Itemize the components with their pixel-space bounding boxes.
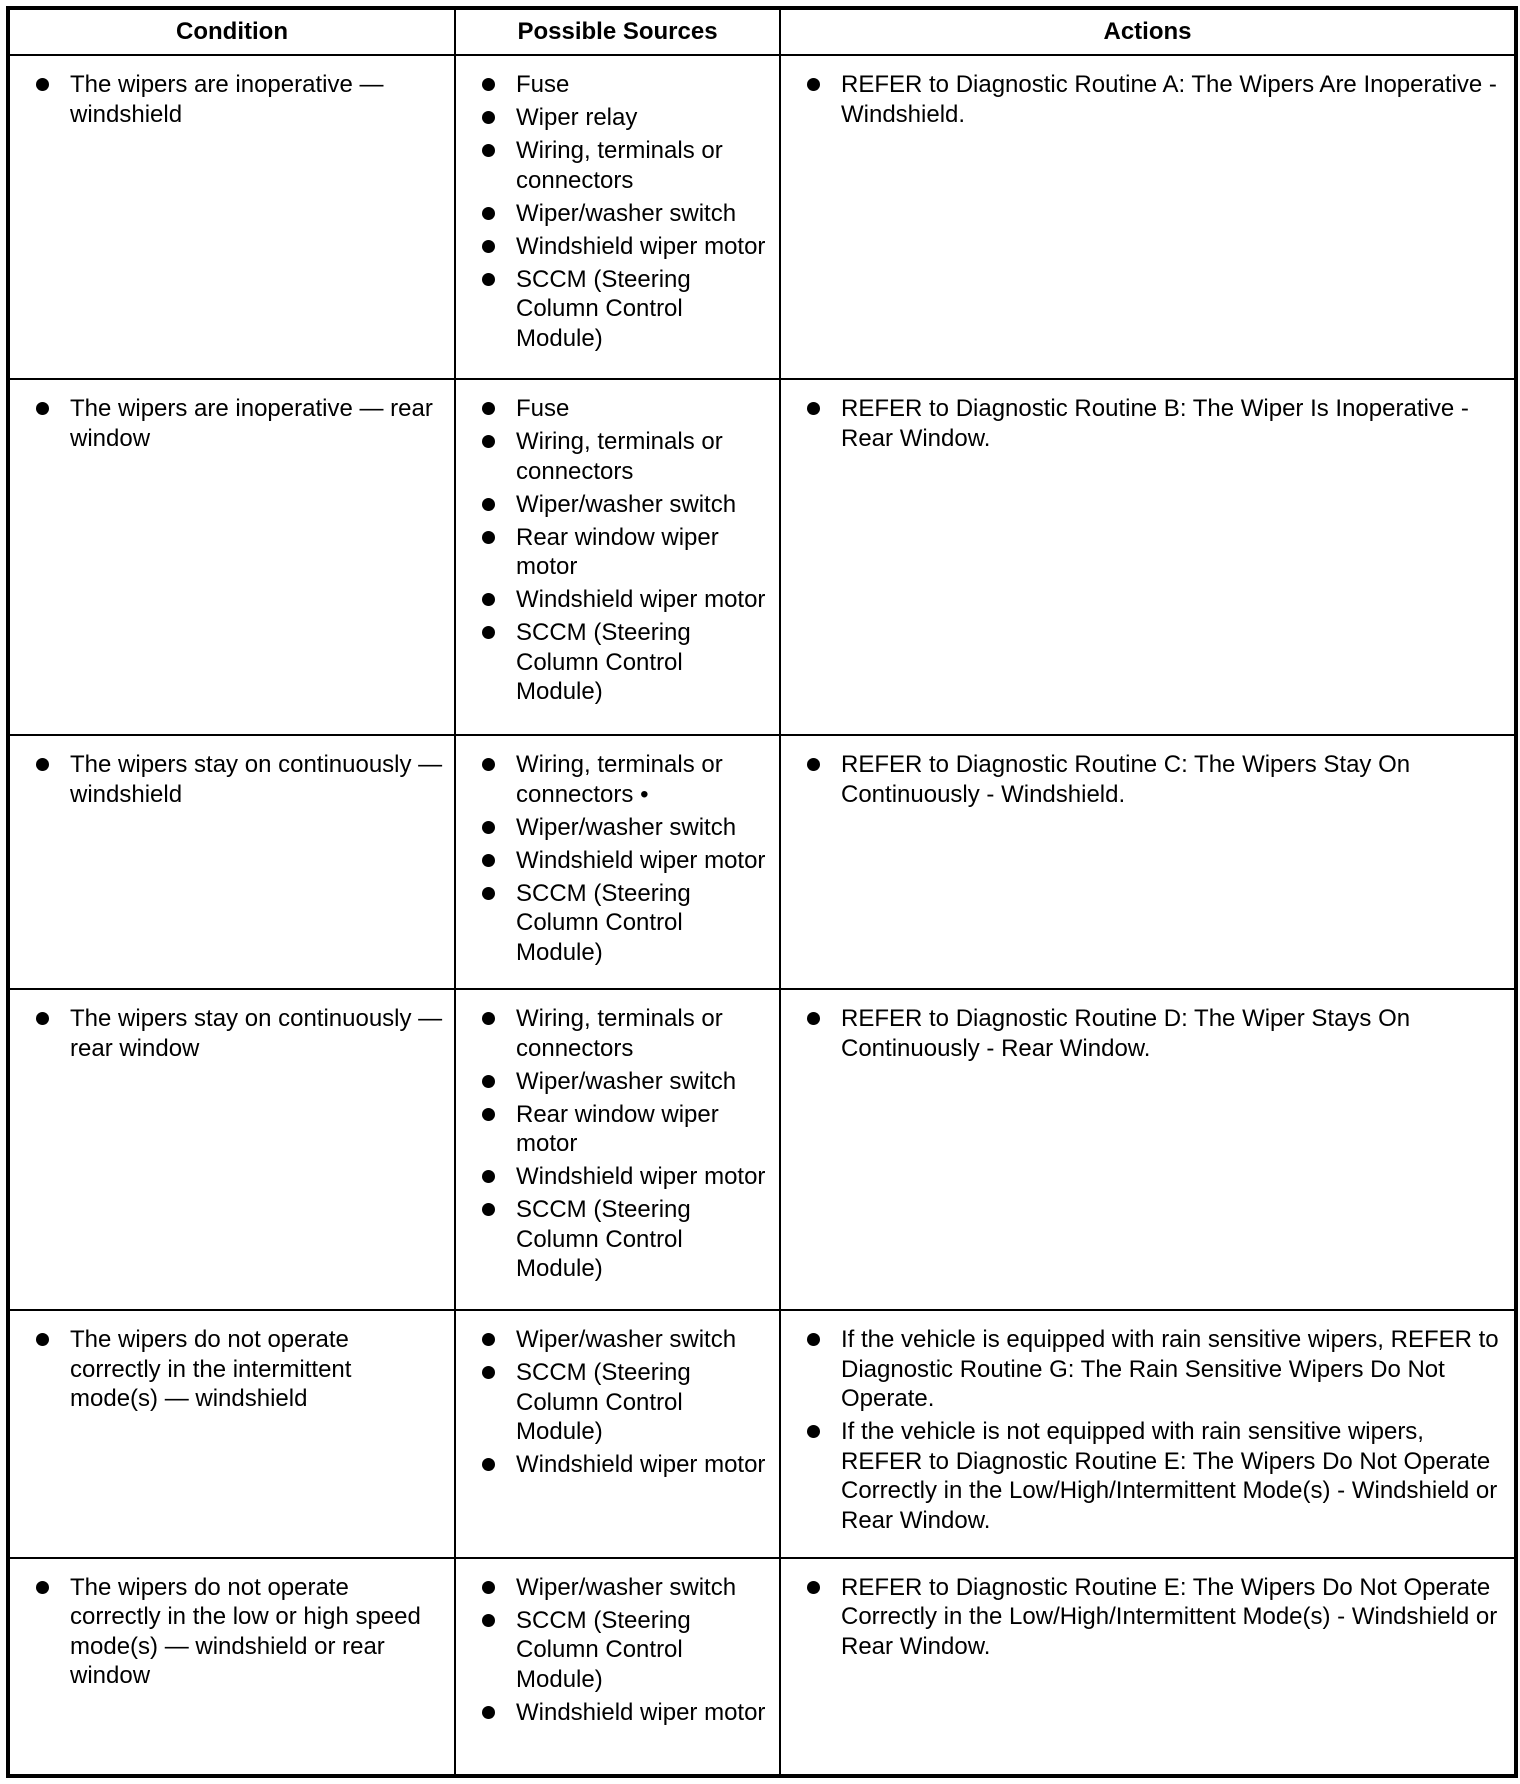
bullet-icon [482,144,495,157]
sources-cell [455,989,780,1310]
condition-cell [8,1558,455,1776]
condition-text: The wipers stay on continuously — windshield [70,751,443,808]
list-item [807,1417,1506,1535]
bullet-icon [482,531,495,544]
condition-cell [8,55,455,379]
list-item [482,618,771,707]
bullet-icon [36,758,49,771]
bullet-icon [482,1458,495,1471]
bullet-icon [807,1581,820,1594]
sources-cell [455,1558,780,1776]
source-text: SCCM (Steering Column Control Module) [516,1606,691,1693]
condition-list [36,1573,446,1691]
list-item [807,1573,1506,1662]
header-condition: Condition [8,8,455,55]
bullet-icon [36,1012,49,1025]
bullet-icon [482,593,495,606]
condition-cell [8,989,455,1310]
list-item [482,523,771,582]
source-text: Wiring, terminals or connectors • [516,751,723,808]
actions-list [807,1573,1506,1662]
condition-text: The wipers are inoperative — windshield [70,71,384,128]
source-text: Fuse [516,71,570,98]
source-text: SCCM (Steering Column Control Module) [516,265,691,352]
list-item [482,1606,771,1695]
list-item [482,585,771,615]
bullet-icon [482,1333,495,1346]
bullet-icon [482,402,495,415]
bullet-icon [807,1425,820,1438]
list-item [482,490,771,520]
actions-list [807,70,1506,129]
bullet-icon [482,207,495,220]
list-item [482,394,771,424]
symptom-chart-page [6,6,1514,1778]
list-item [36,1573,446,1691]
table-row [8,1310,1516,1558]
condition-cell [8,1310,455,1558]
sources-list [482,1004,771,1284]
header-possible-sources: Possible Sources [455,8,780,55]
action-text: REFER to Diagnostic Routine B: The Wiper Is Inoperative - Rear Window. [841,395,1469,452]
bullet-icon [482,1203,495,1216]
list-item [482,1573,771,1603]
bullet-icon [482,111,495,124]
list-item [807,70,1506,129]
source-text: SCCM (Steering Column Control Module) [516,1196,691,1283]
list-item [482,1325,771,1355]
sources-list [482,1573,771,1728]
source-text: Wiper/washer switch [516,490,737,518]
action-text: If the vehicle is equipped with rain sensitive wipers, REFER to Diagnostic Routine G: The Rain Sensitive Wipers Do Not Operate. [841,1326,1499,1413]
bullet-icon [482,1614,495,1627]
list-item [807,394,1506,453]
bullet-icon [482,1170,495,1183]
list-item [482,750,771,809]
list-item [482,813,771,843]
source-text: Rear window wiper motor [516,1100,719,1158]
bullet-icon [807,402,820,415]
source-text: Wiper/washer switch [516,1067,737,1095]
list-item [807,1325,1506,1414]
list-item [482,1100,771,1159]
list-item [482,1067,771,1097]
actions-list [807,1004,1506,1063]
bullet-icon [482,240,495,253]
action-text: REFER to Diagnostic Routine E: The Wipers Do Not Operate Correctly in the Low/High/Intermittent Mode(s) - Windshield or Rear Window. [841,1573,1498,1660]
sources-cell [455,1310,780,1558]
bullet-icon [807,758,820,771]
actions-list [807,750,1506,809]
actions-list [807,394,1506,453]
bullet-icon [482,435,495,448]
bullet-icon [482,273,495,286]
source-text: Wiring, terminals or connectors [516,1005,723,1062]
source-text: Windshield wiper motor [516,1698,766,1726]
list-item [36,394,446,453]
bullet-icon [482,1012,495,1025]
bullet-icon [482,854,495,867]
actions-cell [780,1310,1516,1558]
condition-list [36,1004,446,1063]
table-row [8,1558,1516,1776]
source-text: Wiring, terminals or connectors [516,428,723,485]
source-text: Rear window wiper motor [516,523,719,581]
header-actions: Actions [780,8,1516,55]
condition-list [36,70,446,129]
list-item [807,750,1506,809]
condition-text: The wipers do not operate correctly in the low or high speed mode(s) — windshield or rear window [70,1573,421,1690]
source-text: SCCM (Steering Column Control Module) [516,619,691,706]
condition-cell [8,735,455,989]
actions-cell [780,989,1516,1310]
list-item [482,1358,771,1447]
action-text: REFER to Diagnostic Routine D: The Wiper Stays On Continuously - Rear Window. [841,1005,1411,1062]
bullet-icon [482,78,495,91]
table-row [8,735,1516,989]
source-text: Windshield wiper motor [516,846,766,874]
bullet-icon [482,498,495,511]
bullet-icon [36,1333,49,1346]
sources-list [482,394,771,707]
condition-text: The wipers do not operate correctly in the intermittent mode(s) — windshield [70,1326,352,1413]
action-text: REFER to Diagnostic Routine C: The Wipers Stay On Continuously - Windshield. [841,751,1411,808]
list-item [36,70,446,129]
sources-cell [455,735,780,989]
source-text: Wiper/washer switch [516,1573,737,1601]
list-item [482,1195,771,1284]
bullet-icon [482,821,495,834]
table-row [8,55,1516,379]
bullet-icon [36,78,49,91]
bullet-icon [482,1108,495,1121]
actions-cell [780,735,1516,989]
symptom-chart-table [6,6,1518,1778]
list-item [36,750,446,809]
bullet-icon [807,1012,820,1025]
action-text: If the vehicle is not equipped with rain sensitive wipers, REFER to Diagnostic Routine E: The Wipers Do Not Operate Correctly in the Low/High/Intermittent Mode(s) - Windshield or Rear Window. [841,1418,1498,1534]
list-item [482,1450,771,1480]
condition-text: The wipers are inoperative — rear window [70,395,433,452]
actions-list [807,1325,1506,1535]
bullet-icon [482,758,495,771]
bullet-icon [482,1706,495,1719]
sources-list [482,1325,771,1480]
list-item [482,1004,771,1063]
source-text: Wiper/washer switch [516,813,737,841]
condition-list [36,1325,446,1414]
list-item [482,1162,771,1192]
list-item [482,136,771,195]
bullet-icon [482,1075,495,1088]
actions-cell [780,379,1516,735]
sources-list [482,750,771,967]
header-row [8,8,1516,55]
source-text: Wiper/washer switch [516,1326,737,1354]
condition-cell [8,379,455,735]
list-item [482,879,771,968]
table-row [8,989,1516,1310]
source-text: Fuse [516,395,570,423]
list-item [482,846,771,876]
list-item [482,232,771,262]
action-text: REFER to Diagnostic Routine A: The Wipers Are Inoperative - Windshield. [841,71,1497,128]
list-item [807,1004,1506,1063]
list-item [482,265,771,354]
list-item [36,1004,446,1063]
list-item [482,1698,771,1728]
source-text: Windshield wiper motor [516,232,766,260]
source-text: Wiring, terminals or connectors [516,137,723,194]
source-text: Windshield wiper motor [516,1451,766,1479]
source-text: Wiper relay [516,104,638,131]
sources-list [482,70,771,353]
condition-list [36,394,446,453]
actions-cell [780,55,1516,379]
list-item [482,427,771,486]
bullet-icon [482,1366,495,1379]
sources-cell [455,55,780,379]
list-item [482,103,771,133]
list-item [36,1325,446,1414]
bullet-icon [36,402,49,415]
condition-text: The wipers stay on continuously — rear window [70,1005,443,1062]
bullet-icon [482,887,495,900]
bullet-icon [807,1333,820,1346]
sources-cell [455,379,780,735]
source-text: SCCM (Steering Column Control Module) [516,879,691,966]
source-text: Wiper/washer switch [516,199,737,227]
bullet-icon [482,1581,495,1594]
actions-cell [780,1558,1516,1776]
bullet-icon [807,78,820,91]
condition-list [36,750,446,809]
list-item [482,70,771,100]
source-text: Windshield wiper motor [516,586,766,614]
bullet-icon [36,1581,49,1594]
list-item [482,199,771,229]
bullet-icon [482,626,495,639]
source-text: Windshield wiper motor [516,1163,766,1191]
table-row [8,379,1516,735]
source-text: SCCM (Steering Column Control Module) [516,1359,691,1446]
